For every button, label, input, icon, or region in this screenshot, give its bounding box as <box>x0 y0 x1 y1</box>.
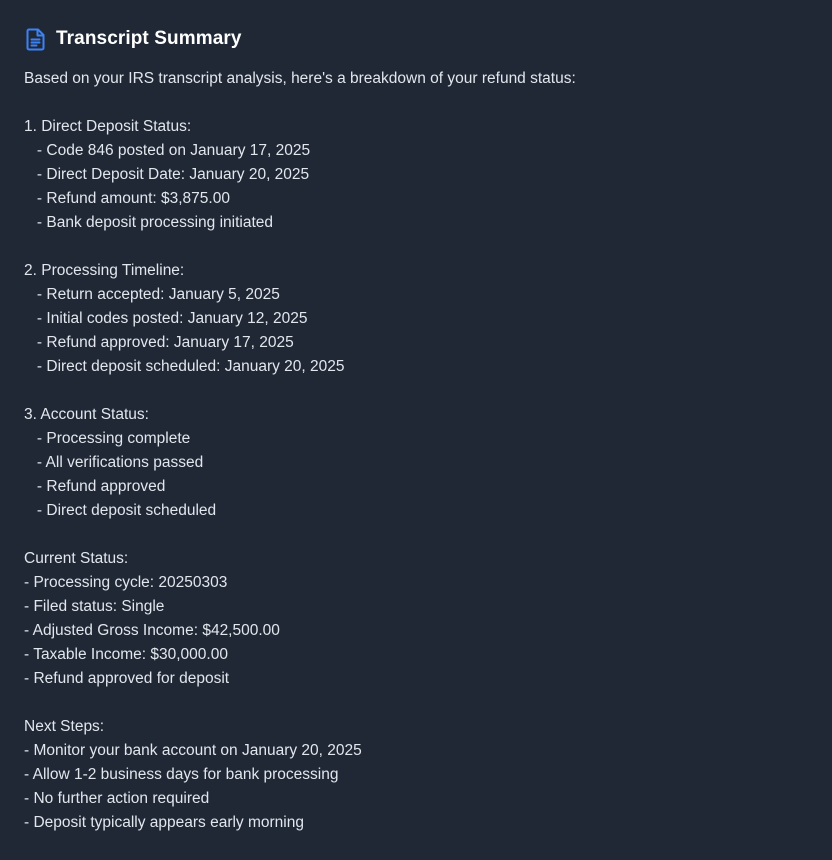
section-item: - All verifications passed <box>24 454 204 471</box>
section-item: - Return accepted: January 5, 2025 <box>24 286 280 303</box>
section-heading: Current Status: <box>24 550 129 567</box>
section-heading: Next Steps: <box>24 718 105 735</box>
intro-text: Based on your IRS transcript analysis, here's a breakdown of your refund status: <box>24 70 576 87</box>
blank-line <box>24 379 808 403</box>
section-item: - No further action required <box>24 790 210 807</box>
section-heading: 1. Direct Deposit Status: <box>24 118 192 135</box>
section-item: - Refund approved for deposit <box>24 670 230 687</box>
section-item: - Direct deposit scheduled <box>24 502 217 519</box>
section-item: - Filed status: Single <box>24 598 165 615</box>
section-item: - Processing complete <box>24 430 191 447</box>
section-heading: 2. Processing Timeline: <box>24 262 185 279</box>
section-item: - Direct deposit scheduled: January 20, 2025 <box>24 358 345 375</box>
summary-body <box>24 67 808 835</box>
card-title: Transcript Summary <box>56 28 242 49</box>
blank-line <box>24 235 808 259</box>
section-item: - Refund approved <box>24 478 166 495</box>
section-item: - Direct Deposit Date: January 20, 2025 <box>24 166 310 183</box>
section-item: - Refund amount: $3,875.00 <box>24 190 230 207</box>
card-header <box>24 25 808 53</box>
document-icon <box>25 27 47 51</box>
section-item: - Allow 1-2 business days for bank processing <box>24 766 339 783</box>
section-item: - Code 846 posted on January 17, 2025 <box>24 142 311 159</box>
section-item: - Bank deposit processing initiated <box>24 214 273 231</box>
section-item: - Refund approved: January 17, 2025 <box>24 334 294 351</box>
section-heading: 3. Account Status: <box>24 406 149 423</box>
section-item: - Processing cycle: 20250303 <box>24 574 228 591</box>
section-item: - Adjusted Gross Income: $42,500.00 <box>24 622 280 639</box>
blank-line <box>24 691 808 715</box>
blank-line <box>24 523 808 547</box>
blank-line <box>24 91 808 115</box>
section-item: - Deposit typically appears early morning <box>24 814 304 831</box>
section-item: - Taxable Income: $30,000.00 <box>24 646 228 663</box>
section-item: - Initial codes posted: January 12, 2025 <box>24 310 308 327</box>
section-item: - Monitor your bank account on January 20, 2025 <box>24 742 362 759</box>
